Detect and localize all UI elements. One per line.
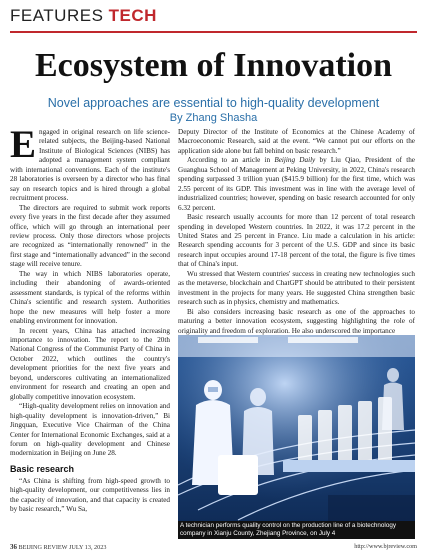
page-footer [10,543,417,551]
paragraph: “As China is shifting from high-speed growth to high-quality development, our competitiveness lies in the capacity of innovation, and that capacity is created by basic research,” Wu Sa, [10,476,170,514]
issue-info: BEIJING REVIEW JULY 13, 2023 [18,544,107,551]
article-byline: By Zhang Shasha [169,112,258,124]
page-number: 36 [10,543,17,551]
paragraph: In recent years, China has attached increasing importance to innovation. The report to the 20th National Congress of the Communist Party of China in October 2022, which outlines the country's development priorities for the next five years and beyond, underscores cultivating an internationalized environment for research and creating an open and globally competitive innovation ecosystem. [10,326,170,401]
paragraph: The way in which NIBS laboratories operate, including their abandoning of awards-oriented assessment standards, is typical of the reforms within China's scientific and research system. Authorities hope the new measures will help foster a more enabling environment for innovation. [10,269,170,326]
paragraph: Engaged in original research on life science-related subjects, the Beijing-based National Institute of Biological Sciences (NIBS) has adopted a management system compliant with international conventions. Each of the institute's 28 laboratories is overseen by a director who has final say on research topics and is hired through a global recruitment process. [10,123,170,203]
header-rule [10,31,417,33]
subheading-basic-research: Basic research [10,463,75,474]
paragraph: Basic research usually accounts for more than 12 percent of total research spending in developed Western countries. In 2022, it was 17.2 percent in the United States and 25 percent in France. Liu made a calculation in his article: Research spending accounts for 3 percent of the U.S. GDP and since its basic research input occupies around 17-18 percent of the total, the figure is five times that of China's input. [178,213,415,269]
article-headline: Ecosystem of Innovation [34,47,393,84]
section-label-tech: TECH [108,6,157,25]
paragraph: Deputy Director of the Institute of Economics at the Chinese Academy of Macroeconomic Research, said at the event. “We cannot put our efforts on the application side alone but fall behind on basic research.” [178,128,415,155]
paragraph: “High-quality development relies on innovation and high-quality development is innovation-driven,” Bi Jingquan, Executive Vice Chairman of the China Center for International Economic Exchanges, said at a forum on high-quality development and Chinese modernization in Beijing on June 28. [10,402,170,458]
lab-photo-illustration [178,335,415,529]
paragraph: Bi also considers increasing basic research as one of the approaches to maturing a better innovation ecosystem, suggesting highlighting the role of originality and freedom of exploration. He also underscored the importance [178,307,415,335]
lab-photo [178,335,415,529]
website-link[interactable]: http://www.bjreview.com [354,543,417,550]
paragraph: The directors are required to submit work reports every five years in the first decade after they assumed office, which will go through an international peer review process. Only those directors whose projects are recognized as “internationally renowned” in the first stage and “internationally advanced” in the second stage will receive tenure. [10,203,170,269]
article-column-1 [10,123,170,515]
section-label-features: FEATURES [10,6,104,25]
paragraph: According to an article in Beijing Daily by Liu Qiao, President of the Guanghua School of Management at Peking University, in 2022, China's research spending surpassed 3 trillion yuan ($415.9 billion) for the first time, which was 2.55 percent of its GDP. This investment was in line with the average level of industrialized countries; however, spending on basic research accounted for only 6.32 percent. [178,156,415,212]
article-subhead: Novel approaches are essential to high-quality development [47,96,380,110]
paragraph: Wu stressed that Western countries' success in creating new technologies such as the metaverse, blockchain and ChatGPT should be attributed to their persistent investment in the projects for many years. He suggested China strengthen basic research such as in physics, chemistry and mathematics. [178,269,415,307]
photo-caption: A technician performs quality control on the production line of a biotechnology company in Xianju County, Zhejiang Province, on July 4 [178,521,415,539]
section-label [10,6,157,26]
article-column-2 [178,128,415,336]
drop-cap: E [10,123,37,166]
